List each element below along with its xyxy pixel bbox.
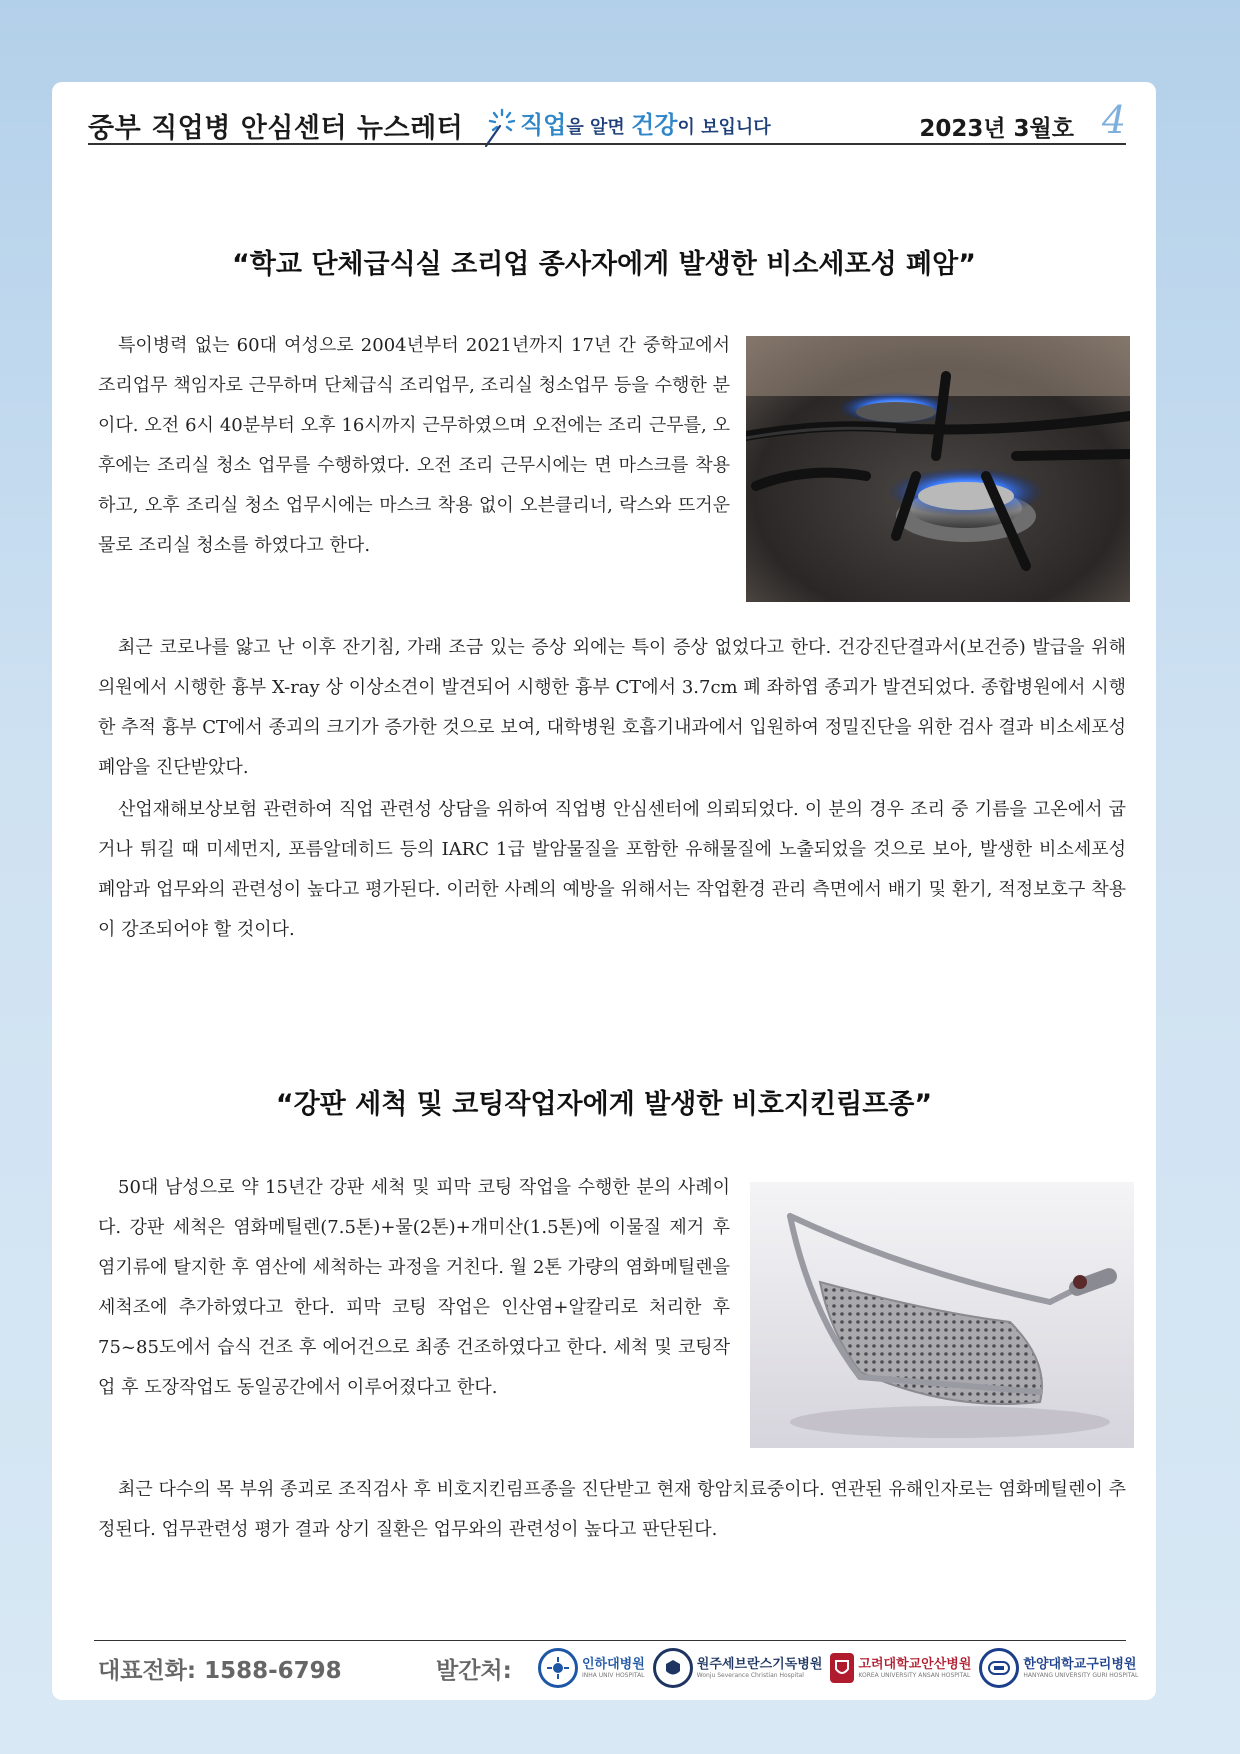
steel-grater-photo [750, 1182, 1134, 1448]
logo-korea-ansan [830, 1653, 971, 1683]
wonju-emblem-icon [653, 1648, 693, 1688]
logo-inha-name: 인하대병원 [582, 1656, 645, 1672]
logo-wonju-name: 원주세브란스기독병원 [696, 1656, 823, 1672]
article-2-headline: “강판 세척 및 코팅작업자에게 발생한 비호지킨림프종” [275, 1089, 933, 1120]
logo-hanyang-guri [979, 1648, 1138, 1688]
slogan-text [520, 105, 771, 148]
hanyang-emblem-icon [979, 1648, 1019, 1688]
logo-wonju [653, 1648, 823, 1688]
logo-inha [538, 1648, 645, 1688]
inha-emblem-icon [538, 1648, 578, 1688]
page-number: 4 [1101, 98, 1126, 142]
article-2-paragraph-2: 최근 다수의 목 부위 종괴로 조직검사 후 비호지킨림프종을 진단받고 현재 항암치료중이다. 연관된 유해인자로는 염화메틸렌이 추정된다. 업무관련성 평가 결과 상기 질환은 업무와의 관련성이 높다고 판단된다. [98, 1479, 1126, 1540]
footer-phone: 대표전화: 1588-6798 [98, 1658, 342, 1684]
newsletter-title: 중부 직업병 안심센터 뉴스레터 [88, 113, 464, 144]
logo-hanyang-sub: HANYANG UNIVERSITY GURI HOSPITAL [1023, 1671, 1139, 1679]
logo-korea-name: 고려대학교안산병원 [858, 1656, 972, 1672]
article-1-paragraph-2: 최근 코로나를 앓고 난 이후 잔기침, 가래 조금 있는 증상 외에는 특이 증상 없었다고 한다. 건강진단결과서(보건증) 발급을 위해 의원에서 시행한 흉부 X-ray 상 이상소견이 발견되어 시행한 흉부 CT에서 3.7cm 폐 좌하엽 종괴가 발견되었다. 종합병원에서 시행한 추적 흉부 CT에서 종괴의 크기가 증가한 것으로 보여, 대학병원 호흡기내과에서 입원하여 정밀진단을 위한 검사 결과 비소세포성 폐암을 진단받았다. [98, 637, 1126, 778]
slogan-word-health: 건강 [631, 111, 678, 139]
footer-publisher-label: 발간처: [436, 1658, 512, 1684]
publisher-logos [538, 1648, 1138, 1688]
newsletter-header [88, 98, 1126, 146]
gas-stove-photo [746, 336, 1130, 602]
slogan-part-2: 이 보입니다 [677, 117, 771, 138]
logo-wonju-sub: Wonju Severance Christian Hospital [696, 1671, 804, 1679]
article-2-paragraph-1: 50대 남성으로 약 15년간 강판 세척 및 피막 코팅 작업을 수행한 분의 사례이다. 강판 세척은 염화메틸렌(7.5톤)+물(2톤)+개미산(1.5톤)에 이물질 제거 후 염기류에 탈지한 후 염산에 세척하는 과정을 거친다. 월 2톤 가량의 염화메틸렌을 세척조에 추가하였다고 한다. 피막 코팅 작업은 인산염+알칼리로 처리한 후 75~85도에서 습식 건조 후 에어건으로 최종 건조하였다고 한다. 세척 및 코팅작업 후 도장작업도 동일공간에서 이루어졌다고 한다. [98, 1177, 730, 1398]
sparkle-icon [480, 104, 520, 148]
korea-univ-shield-icon [830, 1653, 854, 1683]
article-1-headline: “학교 단체급식실 조리업 종사자에게 발생한 비소세포성 폐암” [232, 249, 976, 280]
article-1-paragraph-3: 산업재해보상보험 관련하여 직업 관련성 상담을 위하여 직업병 안심센터에 의뢰되었다. 이 분의 경우 조리 중 기름을 고온에서 굽거나 튀길 때 미세먼지, 포름알데히드 등의 IARC 1급 발암물질을 포함한 유해물질에 노출되었을 것으로 보아, 발생한 비소세포성 폐암과 업무와의 관련성이 높다고 평가된다. 이러한 사례의 예방을 위해서는 작업환경 관리 측면에서 배기 및 환기, 적정보호구 착용이 강조되어야 할 것이다. [98, 799, 1126, 940]
header-divider [88, 143, 1126, 145]
slogan-word-job: 직업 [520, 111, 567, 139]
article-1-paragraph-1: 특이병력 없는 60대 여성으로 2004년부터 2021년까지 17년 간 중학교에서 조리업무 책임자로 근무하며 단체급식 조리업무, 조리실 청소업무 등을 수행한 분이다. 오전 6시 40분부터 오후 16시까지 근무하였으며 오전에는 조리 근무를, 오후에는 조리실 청소 업무를 수행하였다. 오전 조리 근무시에는 면 마스크를 착용하고, 오후 조리실 청소 업무시에는 마스크 착용 없이 오븐클리너, 락스와 뜨거운 물로 조리실 청소를 하였다고 한다. [98, 335, 730, 556]
slogan-part-1: 을 알면 [566, 117, 632, 138]
logo-korea-sub: KOREA UNIVERSITY ANSAN HOSPITAL [858, 1671, 971, 1679]
newsletter-page [52, 82, 1156, 1700]
slogan [480, 104, 771, 148]
issue-date: 2023년 3월호 [919, 116, 1074, 142]
logo-inha-sub: INHA UNIV HOSPITAL [582, 1671, 645, 1679]
footer-divider [94, 1640, 1126, 1641]
logo-hanyang-name: 한양대학교구리병원 [1023, 1656, 1137, 1672]
